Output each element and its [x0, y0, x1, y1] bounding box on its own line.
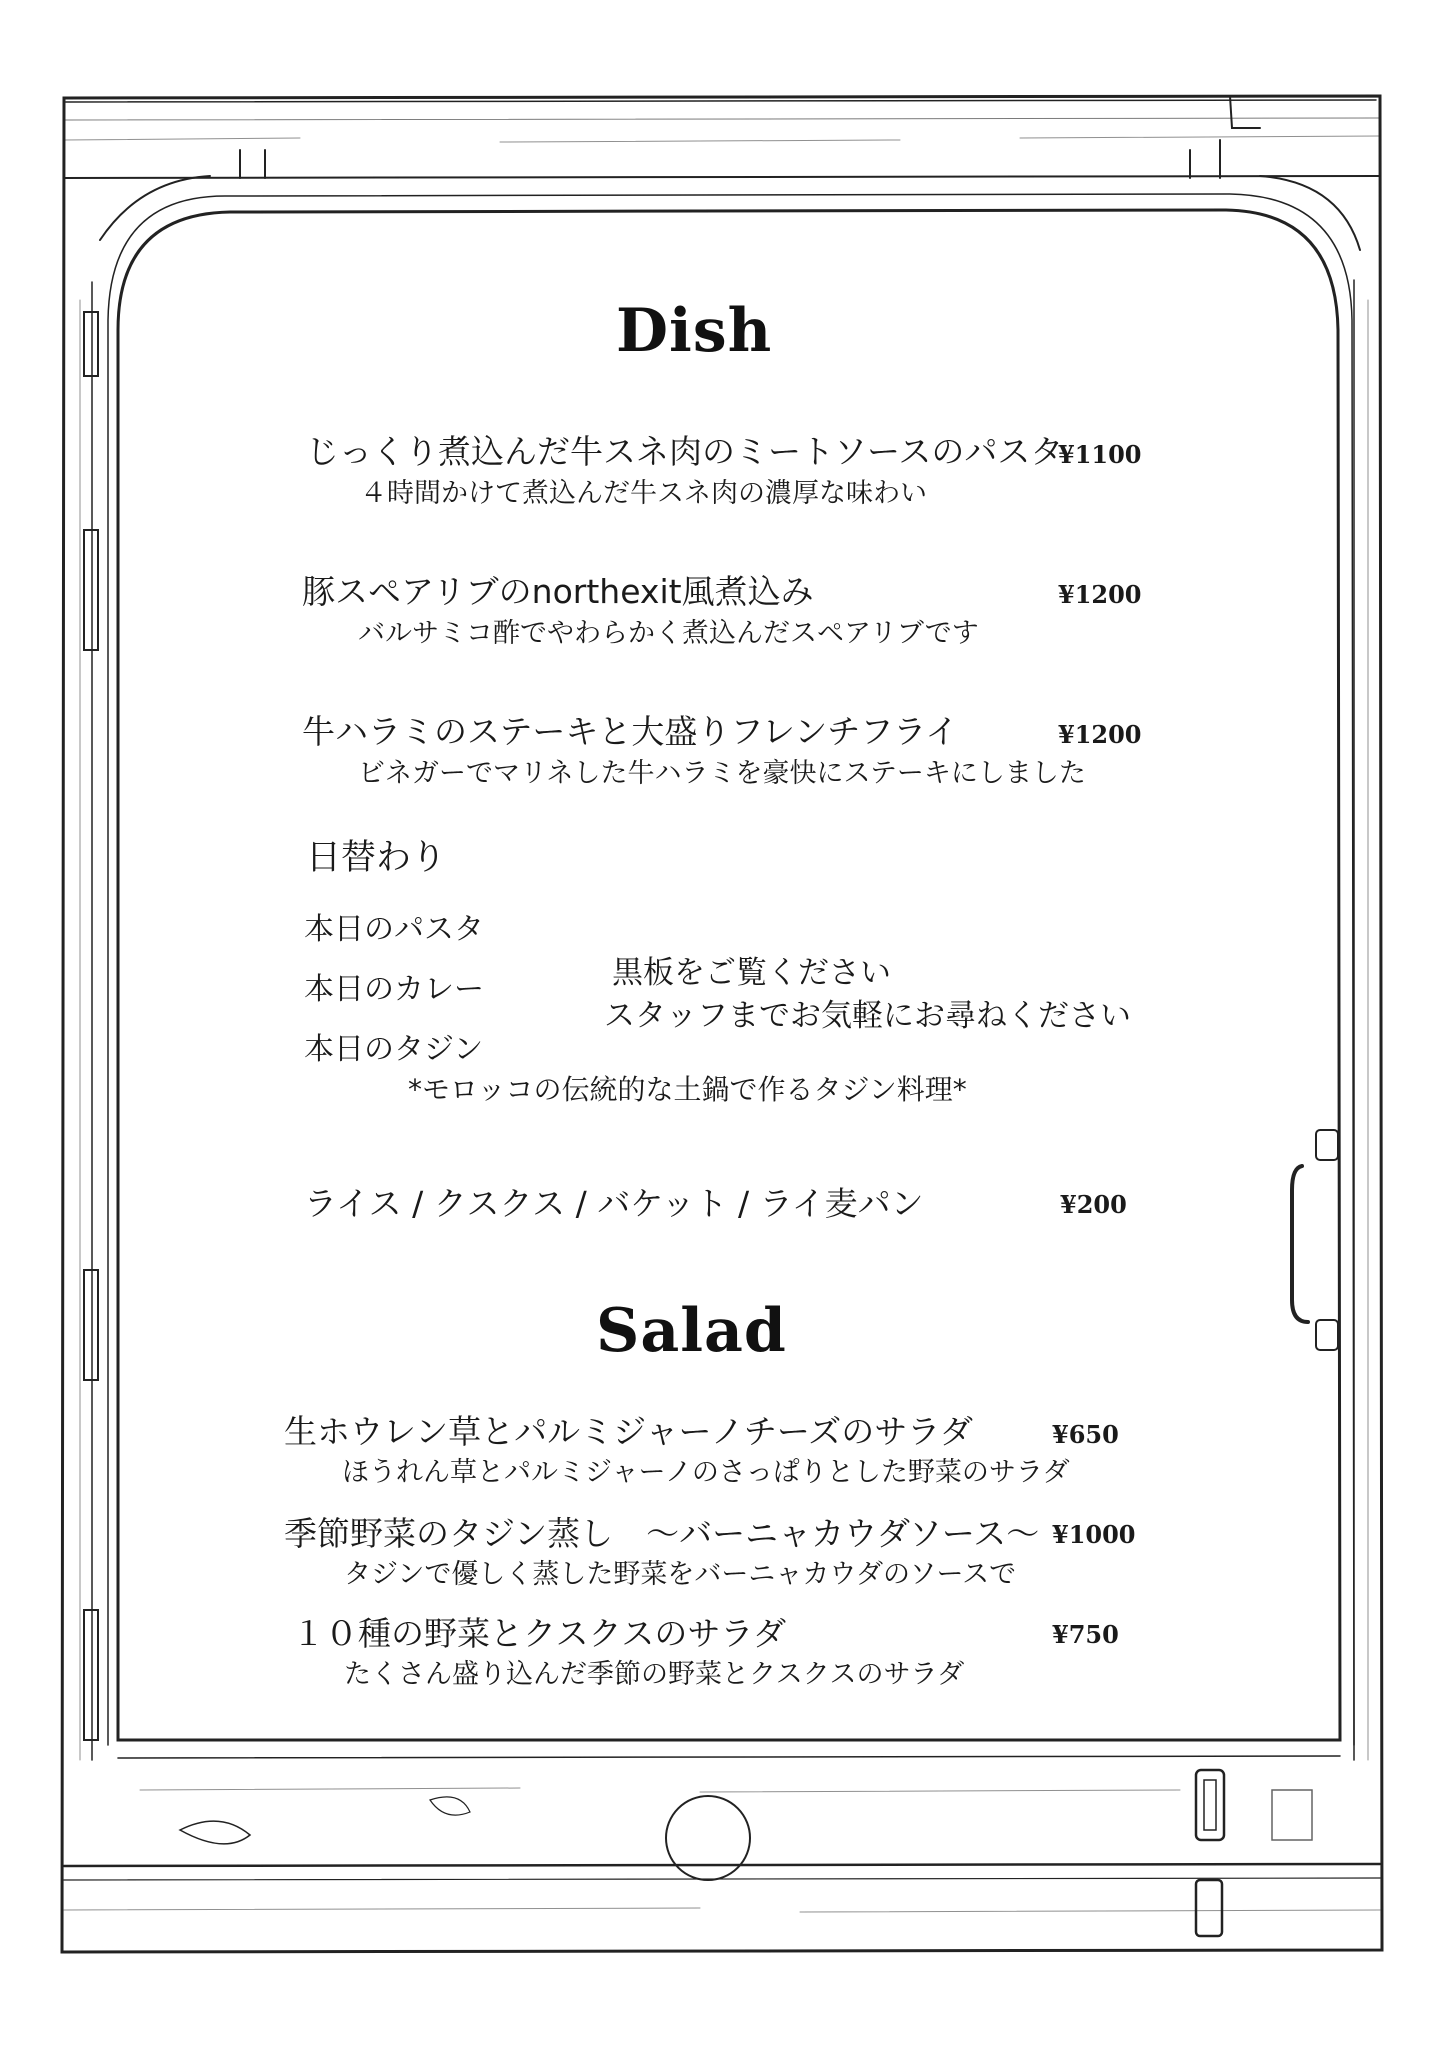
salad-item-name: 季節野菜のタジン蒸し ～バーニャカウダソース～	[284, 1514, 1040, 1553]
dish-item-price: ¥1200	[1058, 580, 1142, 609]
sides-price: ¥200	[1060, 1190, 1127, 1219]
dish-item-description: ４時間かけて煮込んだ牛スネ肉の濃厚な味わい	[360, 478, 927, 509]
dish-item-name: 牛ハラミのステーキと大盛りフレンチフライ	[302, 712, 959, 751]
tajine-note: *モロッコの伝統的な土鍋で作るタジン料理*	[408, 1073, 967, 1106]
dish-item-description: バルサミコ酢でやわらかく煮込んだスペアリブです	[358, 618, 979, 649]
salad-item-price: ¥750	[1052, 1620, 1119, 1649]
salad-item-description: ほうれん草とパルミジャーノのさっぱりとした野菜のサラダ	[342, 1457, 1070, 1488]
salad-item-name: 生ホウレン草とパルミジャーノチーズのサラダ	[284, 1412, 973, 1451]
salad-item-name: １０種の野菜とクスクスのサラダ	[292, 1614, 787, 1653]
salad-item-price: ¥1000	[1052, 1520, 1136, 1549]
dish-section-title: Dish	[616, 296, 773, 366]
daily-item: 本日のカレー	[304, 972, 484, 1007]
dish-item-description: ビネガーでマリネした牛ハラミを豪快にステーキにしました	[358, 758, 1086, 789]
dish-item-price: ¥1100	[1058, 440, 1142, 469]
dish-item-name: じっくり煮込んだ牛スネ肉のミートソースのパスタ	[306, 432, 1064, 471]
dish-item-price: ¥1200	[1058, 720, 1142, 749]
chalkboard-message: 黒板をご覧ください	[612, 955, 891, 991]
salad-item-price: ¥650	[1052, 1420, 1119, 1449]
daily-item: 本日のパスタ	[304, 912, 484, 947]
daily-specials-title: 日替わり	[306, 838, 447, 878]
chalkboard-message: スタッフまでお気軽にお尋ねください	[604, 998, 1131, 1034]
salad-item-description: たくさん盛り込んだ季節の野菜とクスクスのサラダ	[344, 1659, 965, 1690]
dish-item-name: 豚スペアリブのnorthexit風煮込み	[302, 572, 814, 611]
sides-name: ライス / クスクス / バケット / ライ麦パン	[304, 1184, 924, 1223]
salad-section-title: Salad	[596, 1296, 787, 1366]
salad-item-description: タジンで優しく蒸した野菜をバーニャカウダのソースで	[344, 1559, 1017, 1590]
daily-item: 本日のタジン	[304, 1032, 484, 1067]
